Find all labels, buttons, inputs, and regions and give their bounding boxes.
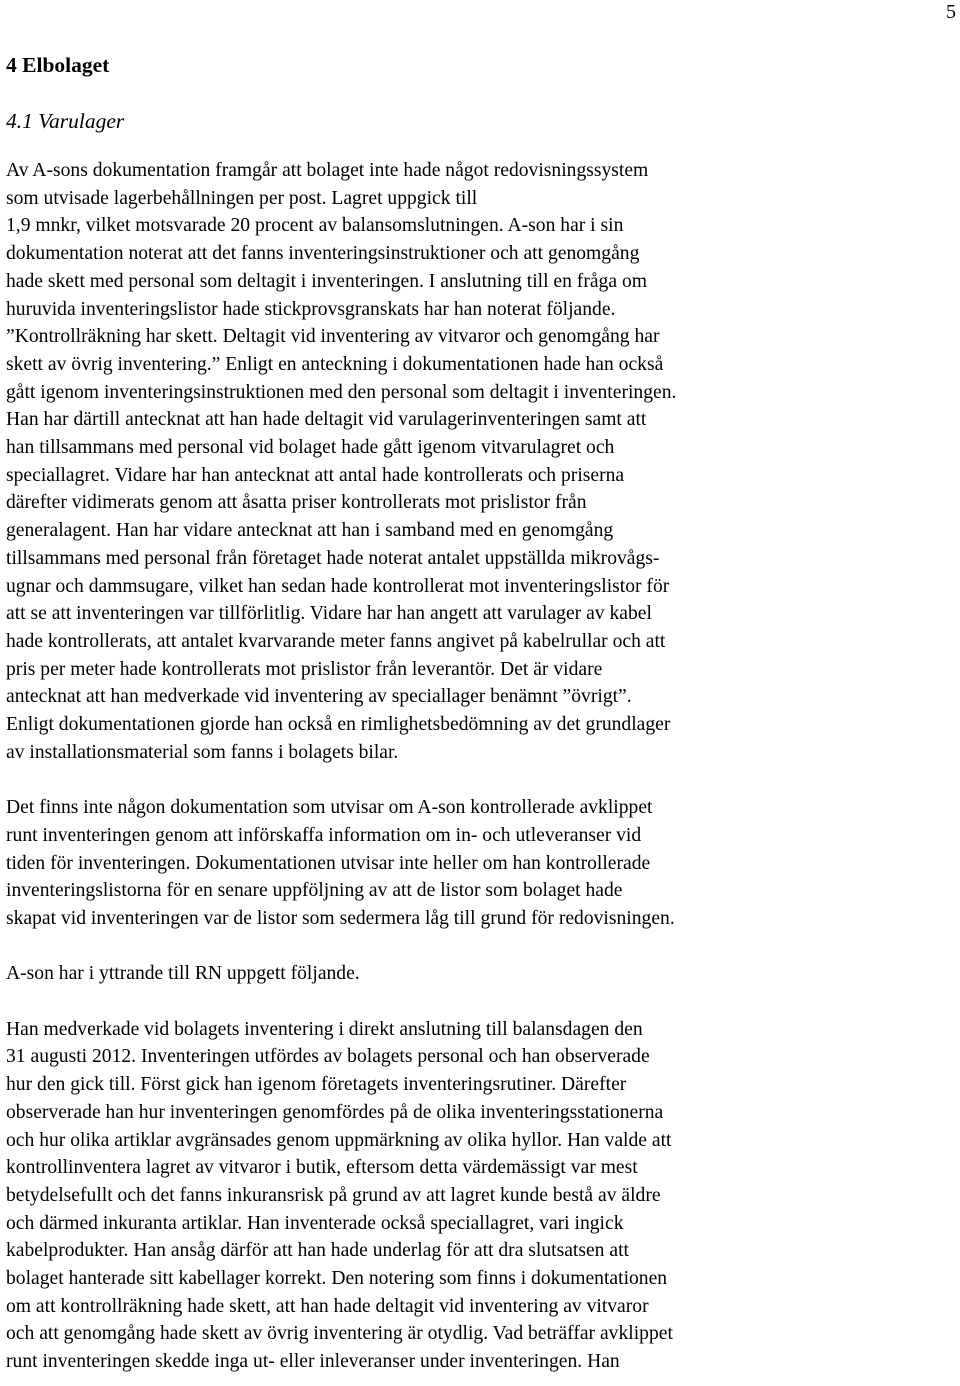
- text-line: observerade han hur inventeringen genomfördes på de olika inventeringsstationerna: [6, 1101, 664, 1123]
- text-line: att se att inventeringen var tillförlitlig. Vidare har han angett att varulager av kabel: [6, 603, 652, 625]
- text-line: huruvida inventeringslistor hade stickprovsgranskats har han noterat följande.: [6, 298, 616, 320]
- text-line: hade kontrollerats, att antalet kvarvarande meter fanns angivet på kabelrullar och att: [6, 630, 666, 652]
- text-line: gått igenom inventeringsinstruktionen med den personal som deltagit i inventeringen.: [6, 381, 677, 403]
- text-line: 1,9 mnkr, vilket motsvarade 20 procent av balansomslutningen. A-son har i sin: [6, 215, 624, 237]
- text-line: om att kontrollräkning hade skett, att han hade deltagit vid inventering av vitvaror: [6, 1295, 649, 1317]
- text-line: skapat vid inventeringen var de listor som sedermera låg till grund för redovisningen.: [6, 907, 675, 929]
- text-line: hur den gick till. Först gick han igenom företagets inventeringsrutiner. Därefter: [6, 1074, 627, 1096]
- text-line: han tillsammans med personal vid bolaget hade gått igenom vitvarulagret och: [6, 437, 615, 459]
- text-line: ugnar och dammsugare, vilket han sedan hade kontrollerat mot inventeringslistor för: [6, 575, 670, 597]
- text-line: 31 augusti 2012. Inventeringen utfördes av bolagets personal och han observerade: [6, 1046, 650, 1068]
- text-line: som utvisade lagerbehållningen per post. Lagret uppgick till: [6, 187, 478, 209]
- text-line: och därmed inkuranta artiklar. Han inventerade också speciallagret, vari ingick: [6, 1212, 624, 1234]
- text-line: Enligt dokumentationen gjorde han också en rimlighetsbedömning av det grundlager: [6, 714, 671, 736]
- page-number: 5: [946, 1, 956, 23]
- text-line: pris per meter hade kontrollerats mot prislistor från leverantör. Det är vidare: [6, 658, 603, 680]
- paragraph-3: [6, 960, 836, 988]
- text-line: och hur olika artiklar avgränsades genom uppmärkning av olika hyllor. Han valde att: [6, 1129, 672, 1151]
- text-line: Det finns inte någon dokumentation som utvisar om A-son kontrollerade avklippet: [6, 797, 653, 819]
- section-heading: 4 Elbolaget: [6, 53, 110, 77]
- text-line: kabelprodukter. Han ansåg därför att han hade underlag för att dra slutsatsen att: [6, 1240, 629, 1262]
- paragraph-2: [6, 794, 836, 933]
- text-line: och att genomgång hade skett av övrig inventering är otydlig. Vad beträffar avklippet: [6, 1323, 673, 1345]
- paragraph-4: [6, 1016, 836, 1376]
- text-line: av installationsmaterial som fanns i bolagets bilar.: [6, 741, 399, 763]
- text-line: Han medverkade vid bolagets inventering i direkt anslutning till balansdagen den: [6, 1018, 643, 1040]
- text-line: Han har därtill antecknat att han hade deltagit vid varulagerinventeringen samt att: [6, 409, 647, 431]
- text-line: generalagent. Han har vidare antecknat att han i samband med en genomgång: [6, 520, 614, 542]
- text-line: tiden för inventeringen. Dokumentationen utvisar inte heller om han kontrollerade: [6, 852, 651, 874]
- text-line: inventeringslistorna för en senare uppföljning av att de listor som bolaget hade: [6, 880, 623, 902]
- text-line: skett av övrig inventering.” Enligt en anteckning i dokumentationen hade han också: [6, 353, 664, 375]
- text-line: antecknat att han medverkade vid inventering av speciallager benämnt ”övrigt”.: [6, 686, 632, 708]
- text-line: kontrollinventera lagret av vitvaror i butik, eftersom detta värdemässigt var mest: [6, 1157, 638, 1179]
- text-line: dokumentation noterat att det fanns inventeringsinstruktioner och att genomgång: [6, 243, 640, 265]
- text-line: runt inventeringen genom att införskaffa information om in- och utleveranser vid: [6, 824, 642, 846]
- text-line: ”Kontrollräkning har skett. Deltagit vid inventering av vitvaror och genomgång har: [6, 326, 660, 348]
- subsection-heading: 4.1 Varulager: [6, 109, 125, 133]
- text-line: Av A-sons dokumentation framgår att bolaget inte hade något redovisningssystem: [6, 160, 649, 181]
- text-line: hade skett med personal som deltagit i inventeringen. I anslutning till en fråga om: [6, 270, 647, 292]
- text-line: tillsammans med personal från företaget hade noterat antalet uppställda mikrovågs-: [6, 547, 660, 569]
- text-line: bolaget hanterade sitt kabellager korrekt. Den notering som finns i dokumentationen: [6, 1268, 668, 1290]
- text-line: speciallagret. Vidare har han antecknat att antal hade kontrollerats och priserna: [6, 464, 625, 486]
- text-line: därefter vidimerats genom att åsatta priser kontrollerats mot prislistor från: [6, 492, 587, 514]
- document-body: [6, 47, 836, 1376]
- paragraph-1: [6, 157, 836, 766]
- text-line: A-son har i yttrande till RN uppgett följande.: [6, 963, 360, 985]
- text-line: runt inventeringen skedde inga ut- eller inleveranser under inventeringen. Han: [6, 1351, 620, 1373]
- text-line: betydelsefullt och det fanns inkuransrisk på grund av att lagret kunde bestå av äldre: [6, 1184, 661, 1206]
